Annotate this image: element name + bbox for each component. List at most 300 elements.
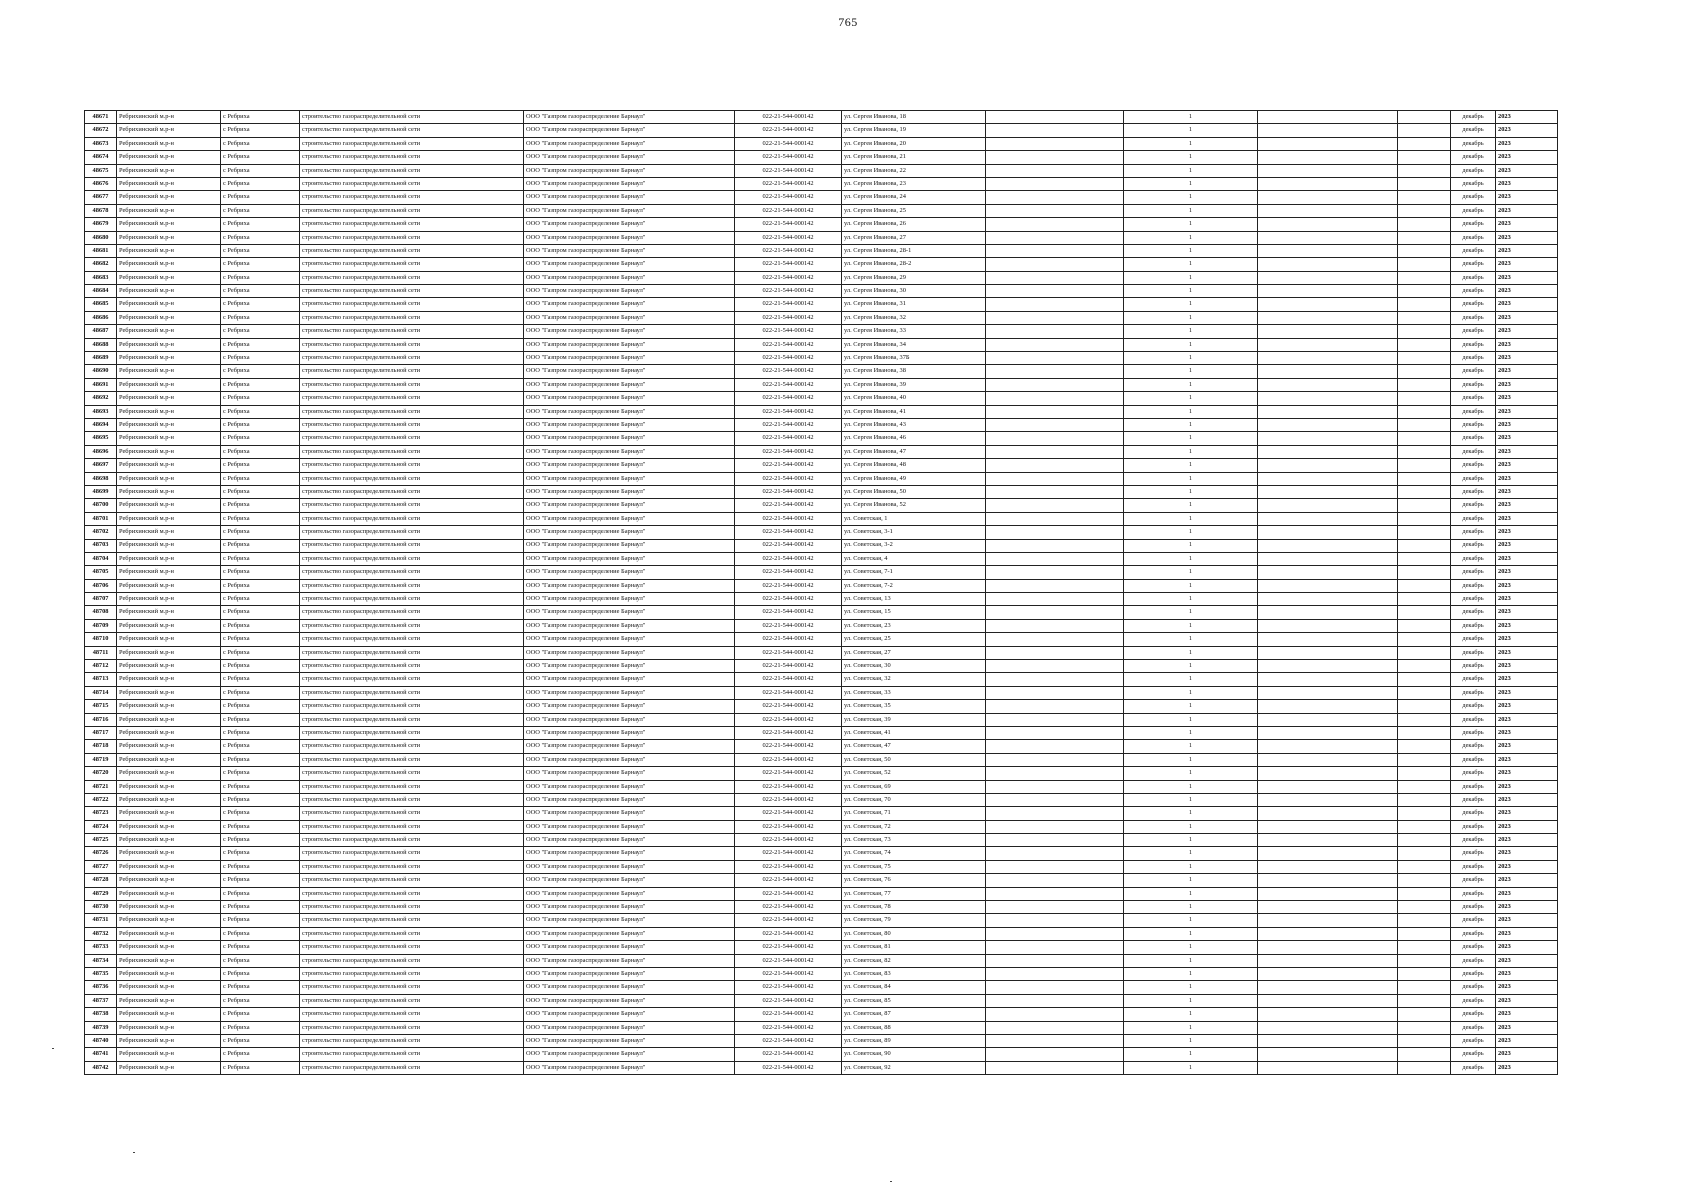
cell-code: 022-21-544-000142 [735, 566, 842, 579]
cell-work-type: строительство газораспределительной сети [300, 566, 524, 579]
cell-address: ул. Сергея Иванова, 28-2 [842, 258, 986, 271]
table-row [85, 1034, 1558, 1047]
cell-organization: ООО "Газпром газораспределение Барнаул" [524, 311, 735, 324]
cell-month: декабрь [1451, 954, 1496, 967]
cell-quantity: 1 [1124, 191, 1258, 204]
cell-year: 2023 [1496, 820, 1558, 833]
cell-year: 2023 [1496, 633, 1558, 646]
cell-work-type: строительство газораспределительной сети [300, 459, 524, 472]
cell-settlement: с Ребриха [221, 954, 300, 967]
table-row [85, 298, 1558, 311]
cell-empty [1258, 780, 1398, 793]
cell-organization: ООО "Газпром газораспределение Барнаул" [524, 164, 735, 177]
cell-district: Ребрихинский м.р-н [117, 1061, 221, 1074]
cell-empty [1398, 285, 1451, 298]
cell-year: 2023 [1496, 1008, 1558, 1021]
cell-address: ул. Советская, 3-2 [842, 539, 986, 552]
cell-work-type: строительство газораспределительной сети [300, 927, 524, 940]
cell-empty [1258, 726, 1398, 739]
cell-organization: ООО "Газпром газораспределение Барнаул" [524, 231, 735, 244]
cell-quantity: 1 [1124, 1048, 1258, 1061]
cell-quantity: 1 [1124, 927, 1258, 940]
cell-month: декабрь [1451, 552, 1496, 565]
cell-settlement: с Ребриха [221, 874, 300, 887]
cell-month: декабрь [1451, 1061, 1496, 1074]
cell-empty [986, 539, 1124, 552]
cell-district: Ребрихинский м.р-н [117, 660, 221, 673]
cell-month: декабрь [1451, 218, 1496, 231]
cell-quantity: 1 [1124, 700, 1258, 713]
cell-empty [1258, 405, 1398, 418]
cell-district: Ребрихинский м.р-н [117, 325, 221, 338]
cell-code: 022-21-544-000142 [735, 418, 842, 431]
cell-organization: ООО "Газпром газораспределение Барнаул" [524, 834, 735, 847]
cell-quantity: 1 [1124, 258, 1258, 271]
cell-code: 022-21-544-000142 [735, 177, 842, 190]
cell-organization: ООО "Газпром газораспределение Барнаул" [524, 271, 735, 284]
cell-organization: ООО "Газпром газораспределение Барнаул" [524, 512, 735, 525]
cell-code: 022-21-544-000142 [735, 914, 842, 927]
cell-number: 48723 [85, 807, 117, 820]
cell-empty [1398, 418, 1451, 431]
cell-district: Ребрихинский м.р-н [117, 968, 221, 981]
cell-month: декабрь [1451, 177, 1496, 190]
cell-year: 2023 [1496, 124, 1558, 137]
cell-empty [986, 405, 1124, 418]
cell-settlement: с Ребриха [221, 111, 300, 124]
cell-organization: ООО "Газпром газораспределение Барнаул" [524, 218, 735, 231]
cell-quantity: 1 [1124, 204, 1258, 217]
cell-district: Ребрихинский м.р-н [117, 512, 221, 525]
cell-month: декабрь [1451, 874, 1496, 887]
cell-code: 022-21-544-000142 [735, 392, 842, 405]
cell-quantity: 1 [1124, 619, 1258, 632]
cell-settlement: с Ребриха [221, 298, 300, 311]
cell-quantity: 1 [1124, 968, 1258, 981]
cell-district: Ребрихинский м.р-н [117, 526, 221, 539]
cell-organization: ООО "Газпром газораспределение Барнаул" [524, 244, 735, 257]
cell-number: 48738 [85, 1008, 117, 1021]
cell-settlement: с Ребриха [221, 713, 300, 726]
cell-number: 48707 [85, 593, 117, 606]
cell-district: Ребрихинский м.р-н [117, 111, 221, 124]
cell-settlement: с Ребриха [221, 137, 300, 150]
cell-empty [1398, 807, 1451, 820]
cell-year: 2023 [1496, 981, 1558, 994]
table-row [85, 941, 1558, 954]
cell-empty [1258, 834, 1398, 847]
cell-empty [986, 593, 1124, 606]
cell-work-type: строительство газораспределительной сети [300, 298, 524, 311]
cell-empty [1398, 1021, 1451, 1034]
cell-quantity: 1 [1124, 445, 1258, 458]
cell-code: 022-21-544-000142 [735, 579, 842, 592]
cell-empty [986, 954, 1124, 967]
cell-empty [1258, 365, 1398, 378]
cell-month: декабрь [1451, 526, 1496, 539]
cell-month: декабрь [1451, 418, 1496, 431]
cell-month: декабрь [1451, 834, 1496, 847]
cell-number: 48733 [85, 941, 117, 954]
cell-code: 022-21-544-000142 [735, 512, 842, 525]
cell-number: 48679 [85, 218, 117, 231]
cell-empty [986, 378, 1124, 391]
cell-settlement: с Ребриха [221, 994, 300, 1007]
cell-work-type: строительство газораспределительной сети [300, 244, 524, 257]
cell-district: Ребрихинский м.р-н [117, 847, 221, 860]
cell-organization: ООО "Газпром газораспределение Барнаул" [524, 860, 735, 873]
cell-address: ул. Сергея Иванова, 32 [842, 311, 986, 324]
cell-empty [1398, 968, 1451, 981]
cell-code: 022-21-544-000142 [735, 686, 842, 699]
table-row [85, 392, 1558, 405]
cell-empty [1398, 151, 1451, 164]
cell-number: 48705 [85, 566, 117, 579]
cell-district: Ребрихинский м.р-н [117, 218, 221, 231]
cell-empty [1398, 566, 1451, 579]
cell-organization: ООО "Газпром газораспределение Барнаул" [524, 606, 735, 619]
cell-quantity: 1 [1124, 914, 1258, 927]
cell-month: декабрь [1451, 753, 1496, 766]
cell-code: 022-21-544-000142 [735, 820, 842, 833]
cell-empty [986, 807, 1124, 820]
cell-month: декабрь [1451, 338, 1496, 351]
cell-empty [986, 311, 1124, 324]
cell-month: декабрь [1451, 325, 1496, 338]
cell-empty [1258, 552, 1398, 565]
cell-organization: ООО "Газпром газораспределение Барнаул" [524, 177, 735, 190]
cell-empty [1398, 325, 1451, 338]
cell-empty [986, 726, 1124, 739]
cell-quantity: 1 [1124, 151, 1258, 164]
cell-work-type: строительство газораспределительной сети [300, 646, 524, 659]
table-row [85, 512, 1558, 525]
cell-number: 48695 [85, 432, 117, 445]
cell-organization: ООО "Газпром газораспределение Барнаул" [524, 793, 735, 806]
cell-number: 48737 [85, 994, 117, 1007]
cell-empty [1398, 981, 1451, 994]
cell-month: декабрь [1451, 1008, 1496, 1021]
cell-empty [1398, 526, 1451, 539]
cell-organization: ООО "Газпром газораспределение Барнаул" [524, 579, 735, 592]
cell-number: 48687 [85, 325, 117, 338]
cell-address: ул. Советская, 79 [842, 914, 986, 927]
cell-organization: ООО "Газпром газораспределение Барнаул" [524, 365, 735, 378]
cell-work-type: строительство газораспределительной сети [300, 258, 524, 271]
cell-district: Ребрихинский м.р-н [117, 244, 221, 257]
cell-year: 2023 [1496, 887, 1558, 900]
cell-organization: ООО "Газпром газораспределение Барнаул" [524, 352, 735, 365]
cell-code: 022-21-544-000142 [735, 298, 842, 311]
cell-empty [1258, 472, 1398, 485]
cell-empty [1258, 285, 1398, 298]
cell-number: 48680 [85, 231, 117, 244]
cell-empty [1258, 164, 1398, 177]
cell-empty [986, 352, 1124, 365]
cell-number: 48701 [85, 512, 117, 525]
cell-organization: ООО "Газпром газораспределение Барнаул" [524, 646, 735, 659]
cell-district: Ребрихинский м.р-н [117, 914, 221, 927]
table-row [85, 325, 1558, 338]
cell-settlement: с Ребриха [221, 325, 300, 338]
table-row [85, 847, 1558, 860]
cell-organization: ООО "Газпром газораспределение Барнаул" [524, 258, 735, 271]
cell-month: декабрь [1451, 485, 1496, 498]
cell-number: 48686 [85, 311, 117, 324]
cell-settlement: с Ребриха [221, 485, 300, 498]
cell-empty [1398, 954, 1451, 967]
cell-year: 2023 [1496, 753, 1558, 766]
table-row [85, 285, 1558, 298]
cell-organization: ООО "Газпром газораспределение Барнаул" [524, 1061, 735, 1074]
cell-year: 2023 [1496, 445, 1558, 458]
cell-number: 48734 [85, 954, 117, 967]
cell-settlement: с Ребриха [221, 700, 300, 713]
cell-address: ул. Сергея Иванова, 41 [842, 405, 986, 418]
cell-settlement: с Ребриха [221, 231, 300, 244]
cell-district: Ребрихинский м.р-н [117, 204, 221, 217]
cell-work-type: строительство газораспределительной сети [300, 901, 524, 914]
cell-empty [1258, 191, 1398, 204]
cell-district: Ребрихинский м.р-н [117, 619, 221, 632]
cell-month: декабрь [1451, 941, 1496, 954]
cell-organization: ООО "Газпром газораспределение Барнаул" [524, 1008, 735, 1021]
cell-district: Ребрихинский м.р-н [117, 1034, 221, 1047]
cell-month: декабрь [1451, 271, 1496, 284]
cell-work-type: строительство газораспределительной сети [300, 405, 524, 418]
cell-quantity: 1 [1124, 1008, 1258, 1021]
cell-empty [986, 887, 1124, 900]
cell-empty [1258, 1061, 1398, 1074]
cell-empty [1398, 218, 1451, 231]
cell-empty [1398, 700, 1451, 713]
cell-year: 2023 [1496, 1021, 1558, 1034]
table-row [85, 378, 1558, 391]
cell-empty [986, 298, 1124, 311]
cell-address: ул. Советская, 87 [842, 1008, 986, 1021]
cell-empty [986, 1048, 1124, 1061]
cell-quantity: 1 [1124, 579, 1258, 592]
cell-address: ул. Сергея Иванова, 21 [842, 151, 986, 164]
cell-month: декабрь [1451, 686, 1496, 699]
cell-work-type: строительство газораспределительной сети [300, 820, 524, 833]
cell-code: 022-21-544-000142 [735, 1008, 842, 1021]
cell-organization: ООО "Газпром газораспределение Барнаул" [524, 927, 735, 940]
cell-empty [1398, 365, 1451, 378]
cell-month: декабрь [1451, 512, 1496, 525]
cell-work-type: строительство газораспределительной сети [300, 619, 524, 632]
table-row [85, 753, 1558, 766]
cell-empty [1398, 874, 1451, 887]
cell-district: Ребрихинский м.р-н [117, 231, 221, 244]
cell-settlement: с Ребриха [221, 204, 300, 217]
cell-empty [1258, 378, 1398, 391]
cell-quantity: 1 [1124, 807, 1258, 820]
cell-district: Ребрихинский м.р-н [117, 258, 221, 271]
cell-organization: ООО "Газпром газораспределение Барнаул" [524, 753, 735, 766]
cell-year: 2023 [1496, 780, 1558, 793]
cell-empty [1258, 686, 1398, 699]
cell-empty [986, 660, 1124, 673]
cell-empty [1258, 258, 1398, 271]
cell-empty [1258, 807, 1398, 820]
table-row [85, 820, 1558, 833]
cell-empty [1398, 901, 1451, 914]
cell-empty [1258, 954, 1398, 967]
cell-code: 022-21-544-000142 [735, 753, 842, 766]
cell-month: декабрь [1451, 740, 1496, 753]
cell-year: 2023 [1496, 847, 1558, 860]
cell-district: Ребрихинский м.р-н [117, 445, 221, 458]
cell-district: Ребрихинский м.р-н [117, 566, 221, 579]
cell-address: ул. Сергея Иванова, 37Б [842, 352, 986, 365]
cell-number: 48709 [85, 619, 117, 632]
cell-organization: ООО "Газпром газораспределение Барнаул" [524, 807, 735, 820]
cell-quantity: 1 [1124, 767, 1258, 780]
cell-year: 2023 [1496, 432, 1558, 445]
cell-empty [1398, 753, 1451, 766]
cell-year: 2023 [1496, 954, 1558, 967]
cell-empty [1258, 1021, 1398, 1034]
cell-quantity: 1 [1124, 392, 1258, 405]
cell-empty [1398, 1061, 1451, 1074]
cell-empty [1258, 1008, 1398, 1021]
cell-code: 022-21-544-000142 [735, 767, 842, 780]
cell-empty [986, 686, 1124, 699]
cell-organization: ООО "Газпром газораспределение Барнаул" [524, 111, 735, 124]
cell-month: декабрь [1451, 820, 1496, 833]
cell-code: 022-21-544-000142 [735, 552, 842, 565]
cell-work-type: строительство газораспределительной сети [300, 968, 524, 981]
cell-code: 022-21-544-000142 [735, 445, 842, 458]
cell-empty [1258, 311, 1398, 324]
cell-month: декабрь [1451, 459, 1496, 472]
table-row [85, 954, 1558, 967]
cell-work-type: строительство газораспределительной сети [300, 539, 524, 552]
cell-month: декабрь [1451, 780, 1496, 793]
cell-organization: ООО "Газпром газораспределение Барнаул" [524, 740, 735, 753]
cell-quantity: 1 [1124, 673, 1258, 686]
cell-settlement: с Ребриха [221, 834, 300, 847]
cell-district: Ребрихинский м.р-н [117, 994, 221, 1007]
cell-month: декабрь [1451, 793, 1496, 806]
cell-empty [1258, 887, 1398, 900]
cell-organization: ООО "Газпром газораспределение Барнаул" [524, 1034, 735, 1047]
cell-settlement: с Ребриха [221, 472, 300, 485]
cell-empty [1258, 994, 1398, 1007]
cell-quantity: 1 [1124, 941, 1258, 954]
table-row [85, 526, 1558, 539]
cell-empty [1258, 700, 1398, 713]
cell-number: 48712 [85, 660, 117, 673]
cell-district: Ребрихинский м.р-н [117, 860, 221, 873]
cell-work-type: строительство газораспределительной сети [300, 633, 524, 646]
cell-quantity: 1 [1124, 552, 1258, 565]
cell-empty [986, 204, 1124, 217]
cell-empty [986, 499, 1124, 512]
cell-month: декабрь [1451, 713, 1496, 726]
cell-month: декабрь [1451, 285, 1496, 298]
table-row [85, 834, 1558, 847]
cell-organization: ООО "Газпром газораспределение Барнаул" [524, 1048, 735, 1061]
cell-year: 2023 [1496, 579, 1558, 592]
cell-settlement: с Ребриха [221, 432, 300, 445]
cell-district: Ребрихинский м.р-н [117, 124, 221, 137]
cell-year: 2023 [1496, 164, 1558, 177]
cell-empty [1398, 927, 1451, 940]
cell-empty [986, 191, 1124, 204]
cell-settlement: с Ребриха [221, 539, 300, 552]
cell-month: декабрь [1451, 432, 1496, 445]
cell-district: Ребрихинский м.р-н [117, 941, 221, 954]
cell-address: ул. Сергея Иванова, 29 [842, 271, 986, 284]
cell-work-type: строительство газораспределительной сети [300, 753, 524, 766]
cell-organization: ООО "Газпром газораспределение Барнаул" [524, 151, 735, 164]
cell-empty [986, 111, 1124, 124]
cell-address: ул. Советская, 30 [842, 660, 986, 673]
cell-empty [1258, 901, 1398, 914]
cell-organization: ООО "Газпром газораспределение Барнаул" [524, 1021, 735, 1034]
cell-organization: ООО "Газпром газораспределение Барнаул" [524, 526, 735, 539]
table-row [85, 111, 1558, 124]
cell-district: Ребрихинский м.р-н [117, 352, 221, 365]
cell-number: 48683 [85, 271, 117, 284]
cell-year: 2023 [1496, 767, 1558, 780]
cell-settlement: с Ребриха [221, 1061, 300, 1074]
cell-empty [1398, 111, 1451, 124]
cell-quantity: 1 [1124, 485, 1258, 498]
cell-settlement: с Ребриха [221, 552, 300, 565]
cell-code: 022-21-544-000142 [735, 258, 842, 271]
cell-work-type: строительство газораспределительной сети [300, 726, 524, 739]
cell-settlement: с Ребриха [221, 285, 300, 298]
cell-number: 48726 [85, 847, 117, 860]
cell-empty [1398, 793, 1451, 806]
cell-organization: ООО "Газпром газораспределение Барнаул" [524, 713, 735, 726]
cell-empty [986, 860, 1124, 873]
cell-district: Ребрихинский м.р-н [117, 1048, 221, 1061]
cell-empty [986, 968, 1124, 981]
cell-empty [1398, 512, 1451, 525]
cell-address: ул. Сергея Иванова, 47 [842, 445, 986, 458]
cell-code: 022-21-544-000142 [735, 593, 842, 606]
cell-code: 022-21-544-000142 [735, 941, 842, 954]
cell-code: 022-21-544-000142 [735, 485, 842, 498]
cell-address: ул. Советская, 83 [842, 968, 986, 981]
cell-empty [1258, 432, 1398, 445]
cell-district: Ребрихинский м.р-н [117, 579, 221, 592]
cell-number: 48716 [85, 713, 117, 726]
cell-empty [986, 137, 1124, 150]
cell-empty [1258, 753, 1398, 766]
cell-address: ул. Сергея Иванова, 28-1 [842, 244, 986, 257]
cell-quantity: 1 [1124, 901, 1258, 914]
cell-empty [1398, 244, 1451, 257]
cell-empty [1258, 459, 1398, 472]
cell-quantity: 1 [1124, 753, 1258, 766]
cell-empty [986, 767, 1124, 780]
cell-code: 022-21-544-000142 [735, 365, 842, 378]
scan-speck [890, 1181, 892, 1182]
cell-settlement: с Ребриха [221, 378, 300, 391]
cell-settlement: с Ребриха [221, 1008, 300, 1021]
cell-empty [1258, 445, 1398, 458]
cell-empty [1258, 526, 1398, 539]
table-row [85, 807, 1558, 820]
cell-code: 022-21-544-000142 [735, 338, 842, 351]
cell-settlement: с Ребриха [221, 579, 300, 592]
cell-work-type: строительство газораспределительной сети [300, 151, 524, 164]
